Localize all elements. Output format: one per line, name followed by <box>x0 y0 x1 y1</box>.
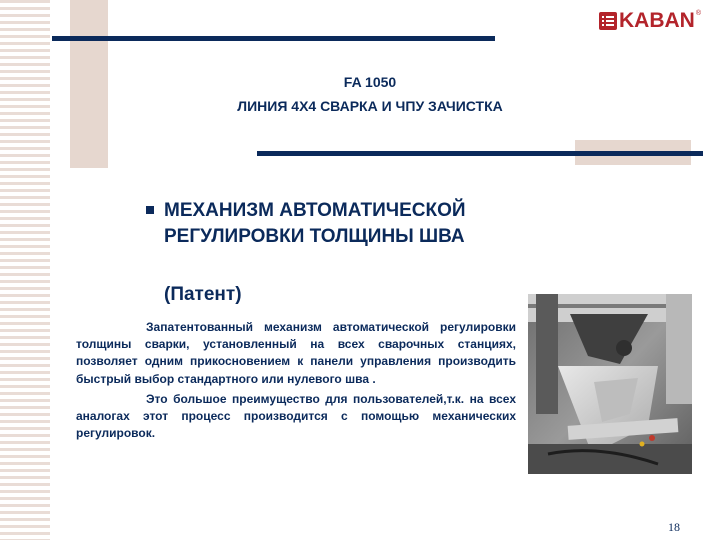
description-text <box>76 319 516 445</box>
page-number: 18 <box>668 520 680 534</box>
line-title: ЛИНИЯ 4Х4 СВАРКА И ЧПУ ЗАЧИСТКА <box>237 98 503 114</box>
model-title: FA 1050 <box>343 74 397 90</box>
mechanism-photo <box>528 294 692 474</box>
page-title <box>120 70 620 118</box>
decorative-stripes <box>0 0 50 540</box>
patent-label: (Патент) <box>164 284 242 305</box>
kaban-emblem-icon <box>598 11 618 31</box>
square-bullet-icon <box>146 206 154 214</box>
logo-text: KABAN <box>619 9 695 32</box>
description-paragraph-2: Это большое преимущество для пользователей,т.к. на всех аналогах этот процесс производится с помощью механических регулировок. <box>76 391 516 441</box>
decorative-block-left <box>70 0 108 168</box>
top-divider-bar <box>52 36 495 41</box>
heading-text: МЕХАНИЗМ АВТОМАТИЧЕСКОЙ РЕГУЛИРОВКИ ТОЛЩИНЫ ШВА <box>164 200 466 247</box>
bottom-divider-bar <box>257 151 703 156</box>
kaban-logo <box>598 10 701 32</box>
description-paragraph-1: Запатентованный механизм автоматической регулировки толщины сварки, установленный на всех сварочных станциях, позволяет одним прикосновением к панели управления производить быстрый выбор стандартного или нулевого шва . <box>76 320 516 386</box>
registered-mark: ® <box>695 10 701 17</box>
